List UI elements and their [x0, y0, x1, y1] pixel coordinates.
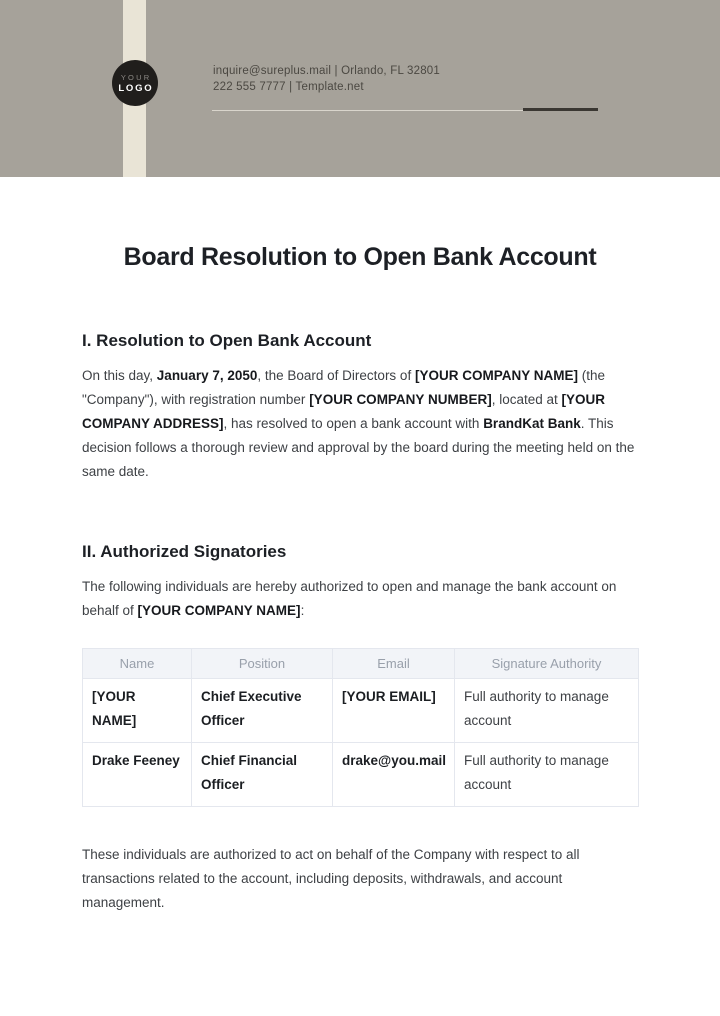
cell-name: Drake Feeney: [83, 743, 192, 807]
contact-line-email-address: inquire@sureplus.mail | Orlando, FL 32801: [213, 65, 440, 77]
contact-line-phone-site: 222 555 7777 | Template.net: [213, 81, 364, 93]
cell-email: [YOUR EMAIL]: [333, 679, 455, 743]
section-2-heading: II. Authorized Signatories: [82, 542, 287, 561]
company-logo: [112, 60, 158, 106]
contact-info: [213, 63, 440, 95]
cell-authority: Full authority to manage account: [455, 679, 639, 743]
table-row: [83, 679, 639, 743]
column-header-email: Email: [333, 649, 455, 679]
logo-text-your: YOUR: [120, 72, 152, 82]
section-1-paragraph: On this day, January 7, 2050, the Board of Directors of [YOUR COMPANY NAME] (the "Company"), with registration number [YOUR COMPANY NUMBER], located at [YOUR COMPANY ADDRESS], has resolved to open a bank account with BrandKat Bank. This decision follows a thorough review and approval by the board during the meeting held on the same date.: [82, 368, 635, 479]
column-header-signature-authority: Signature Authority: [455, 649, 639, 679]
header-divider-dark: [523, 108, 598, 111]
cell-authority: Full authority to manage account: [455, 743, 639, 807]
section-1-heading: I. Resolution to Open Bank Account: [82, 331, 372, 350]
cell-position: Chief Executive Officer: [192, 679, 333, 743]
page-header: [0, 0, 720, 177]
column-header-name: Name: [83, 649, 192, 679]
signatories-table: [82, 648, 639, 807]
cell-name: [YOUR NAME]: [83, 679, 192, 743]
logo-text-logo: LOGO: [118, 82, 154, 94]
cell-position: Chief Financial Officer: [192, 743, 333, 807]
table-row: [83, 743, 639, 807]
table-header-row: [83, 649, 639, 679]
cell-email: drake@you.mail: [333, 743, 455, 807]
closing-paragraph: These individuals are authorized to act on behalf of the Company with respect to all transactions related to the account, including deposits, withdrawals, and account management.: [82, 847, 580, 910]
section-2-paragraph: The following individuals are hereby authorized to open and manage the bank account on behalf of [YOUR COMPANY NAME]:: [82, 579, 617, 618]
header-divider-light: [212, 110, 523, 111]
document-title: Board Resolution to Open Bank Account: [123, 243, 597, 271]
document-content: [0, 243, 720, 915]
column-header-position: Position: [192, 649, 333, 679]
